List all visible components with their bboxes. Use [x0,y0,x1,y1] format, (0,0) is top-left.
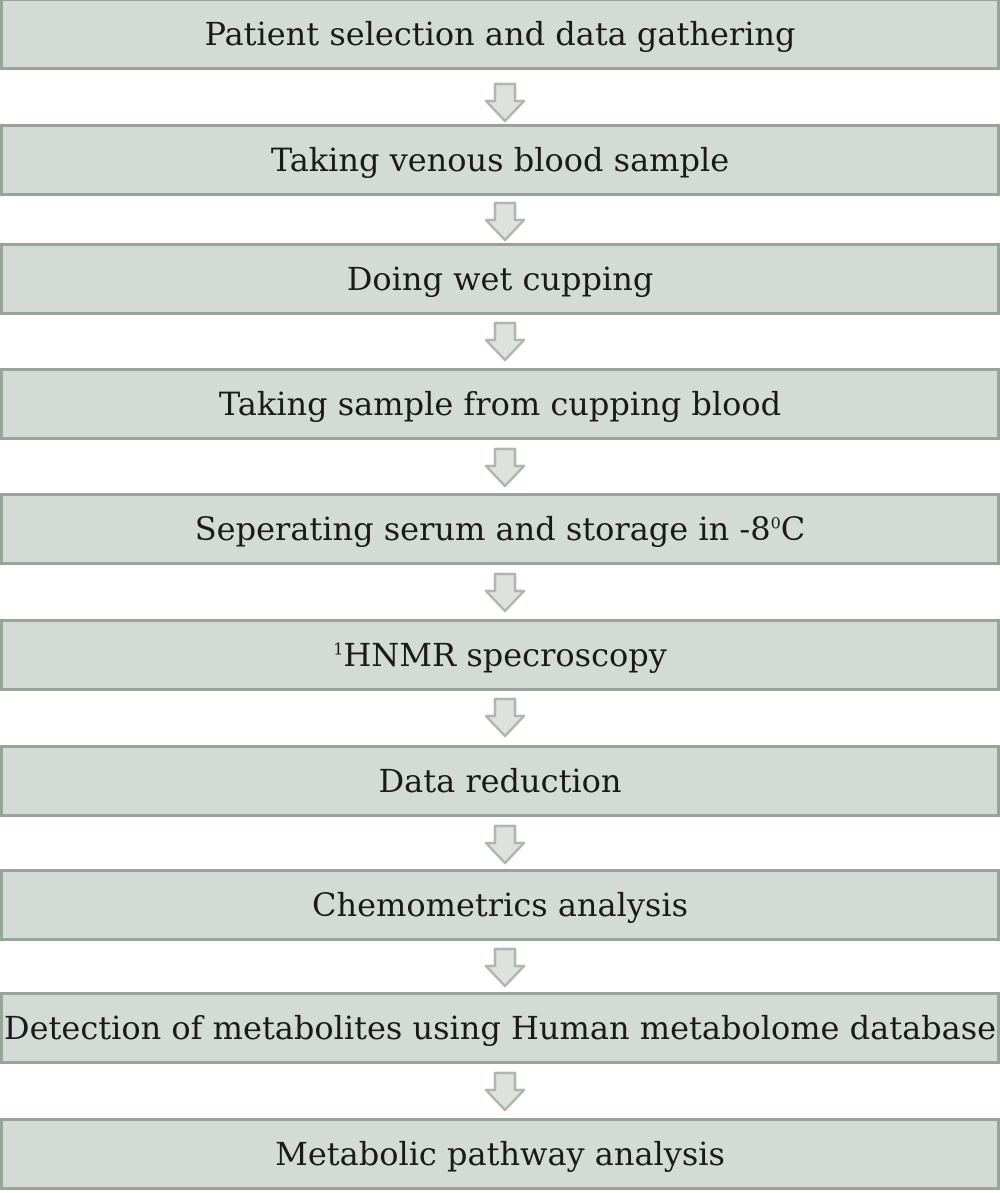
down-arrow-icon [483,1070,527,1114]
step-4-box [0,368,1000,440]
step-5-box [0,493,1000,565]
step-5-label: Seperating serum and storage in $-8^0C$ [194,510,806,548]
step-7-box [0,745,1000,817]
step-10-label: Metabolic pathway analysis [275,1135,725,1173]
down-arrow-icon [483,571,527,615]
step-7-label: Data reduction [378,762,622,800]
step-2-box [0,124,1000,196]
step-1-label: Patient selection and data gathering [204,15,796,53]
step-9-box [0,992,1000,1064]
down-arrow-icon [483,823,527,867]
down-arrow-icon [483,200,527,244]
step-6-box [0,619,1000,691]
down-arrow-icon [483,446,527,490]
down-arrow-icon [483,696,527,740]
step-8-box [0,869,1000,941]
step-6-label: $^1$HNMR specroscopy [333,636,667,674]
step-8-label: Chemometrics analysis [312,886,688,924]
step-2-label: Taking venous blood sample [270,141,730,179]
step-1-box [0,0,1000,70]
down-arrow-icon [483,81,527,125]
step-4-label: Taking sample from cupping blood [218,385,782,423]
step-9-label: Detection of metabolites using Human metabolome database [3,1009,997,1047]
down-arrow-icon [483,946,527,990]
down-arrow-icon [483,320,527,364]
step-3-label: Doing wet cupping [346,260,654,298]
step-3-box [0,243,1000,315]
step-10-box [0,1118,1000,1190]
